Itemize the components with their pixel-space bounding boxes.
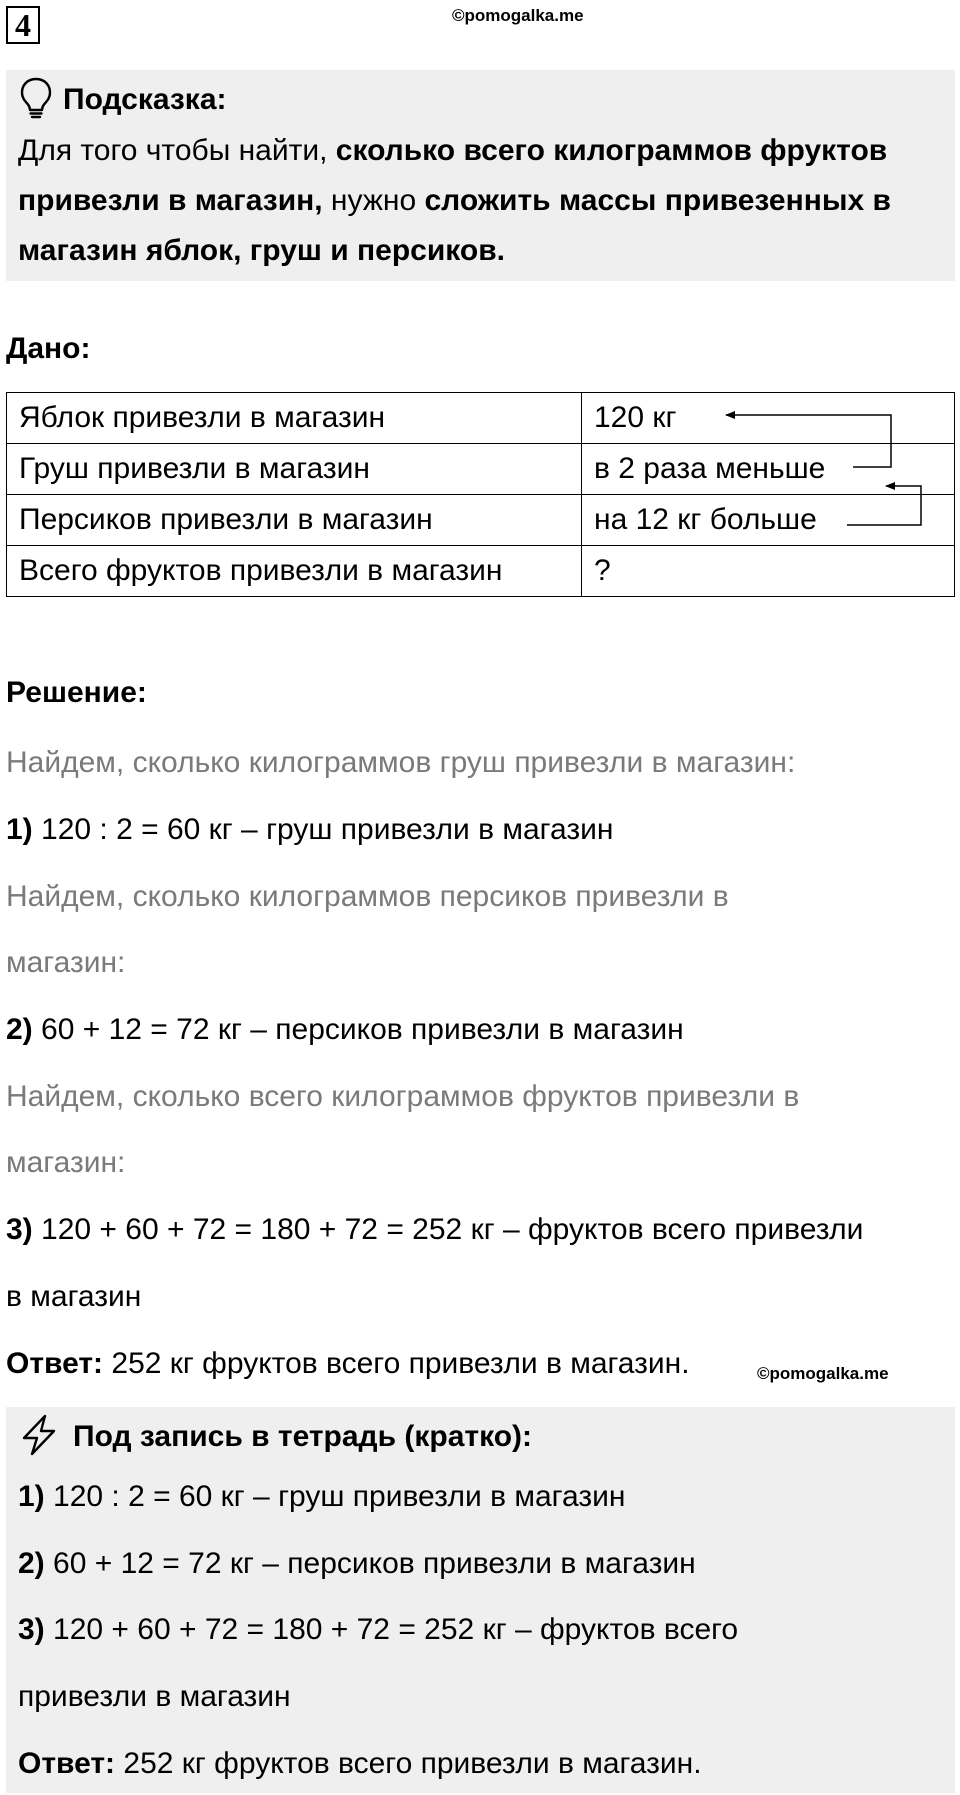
given-label: Персиков привезли в магазин	[7, 495, 582, 546]
solution-step-2	[6, 1005, 684, 1055]
step-text: 120 + 60 + 72 = 180 + 72 = 252 кг – фруктов всего	[44, 1613, 739, 1646]
relation-arrows	[0, 0, 960, 560]
answer-text: 252 кг фруктов всего привезли в магазин.	[115, 1747, 702, 1780]
solution-step-1	[6, 805, 613, 855]
lightning-icon	[18, 1413, 60, 1457]
answer-text: 252 кг фруктов всего привезли в магазин.	[103, 1347, 690, 1380]
notebook-step-2	[18, 1539, 696, 1589]
solution-explain-3-line-2: магазин:	[6, 1146, 126, 1179]
hint-text-part: нужно	[322, 184, 425, 217]
step-number: 1)	[6, 813, 33, 846]
step-number: 3)	[18, 1613, 45, 1646]
given-label: Яблок привезли в магазин	[7, 393, 582, 444]
solution-explain-3-line-1: Найдем, сколько всего килограммов фруктов привезли в	[6, 1080, 800, 1113]
notebook-step-3-line-1	[18, 1605, 738, 1655]
step-text: 60 + 12 = 72 кг – персиков привезли в магазин	[32, 1013, 684, 1046]
step-number: 2)	[6, 1013, 33, 1046]
hint-text-bold: сколько всего килограммов фруктов привезли в магазин,	[18, 134, 888, 217]
step-number: 3)	[6, 1213, 33, 1246]
given-label: Всего фруктов привезли в магазин	[7, 546, 582, 597]
notebook-step-3-line-2: привезли в магазин	[18, 1680, 291, 1713]
solution-step-3-line-1	[6, 1205, 863, 1255]
solution-explain-2-line-2: магазин:	[6, 946, 126, 979]
step-number: 1)	[18, 1480, 45, 1513]
notebook-answer	[18, 1739, 702, 1789]
solution-title: Решение:	[6, 676, 147, 709]
solution-answer	[6, 1339, 690, 1389]
arrow-pears-to-apples	[726, 415, 891, 467]
solution-explain-1: Найдем, сколько килограммов груш привезли в магазин:	[6, 746, 796, 779]
given-value: 120 кг	[582, 393, 955, 444]
given-label: Груш привезли в магазин	[7, 444, 582, 495]
notebook-title: Под запись в тетрадь (кратко):	[73, 1420, 533, 1453]
given-value: на 12 кг больше	[582, 495, 955, 546]
answer-label: Ответ:	[18, 1747, 116, 1780]
notebook-step-1	[18, 1472, 625, 1522]
given-value: ?	[582, 546, 955, 597]
given-title: Дано:	[6, 332, 91, 365]
watermark-bottom: ©pomogalka.me	[757, 1364, 889, 1383]
watermark-top: ©pomogalka.me	[452, 6, 584, 25]
given-value: в 2 раза меньше	[582, 444, 955, 495]
task-number-box: 4	[6, 6, 40, 44]
hint-text-bold: сложить массы привезенных в магазин яблок, груш и персиков.	[18, 184, 891, 267]
hint-text-part: Для того чтобы найти,	[18, 134, 336, 167]
step-text: 120 : 2 = 60 кг – груш привезли в магазин	[44, 1480, 626, 1513]
arrow-peaches-to-pears	[847, 486, 921, 525]
answer-label: Ответ:	[6, 1347, 104, 1380]
step-text: 120 + 60 + 72 = 180 + 72 = 252 кг – фруктов всего привезли	[32, 1213, 864, 1246]
notebook-panel	[6, 1407, 955, 1793]
solution-step-3-line-2: в магазин	[6, 1280, 142, 1313]
step-text: 60 + 12 = 72 кг – персиков привезли в магазин	[44, 1547, 696, 1580]
hint-title: Подсказка:	[63, 83, 227, 116]
step-text: 120 : 2 = 60 кг – груш привезли в магазин	[32, 813, 614, 846]
solution-explain-2-line-1: Найдем, сколько килограммов персиков привезли в	[6, 880, 729, 913]
step-number: 2)	[18, 1547, 45, 1580]
